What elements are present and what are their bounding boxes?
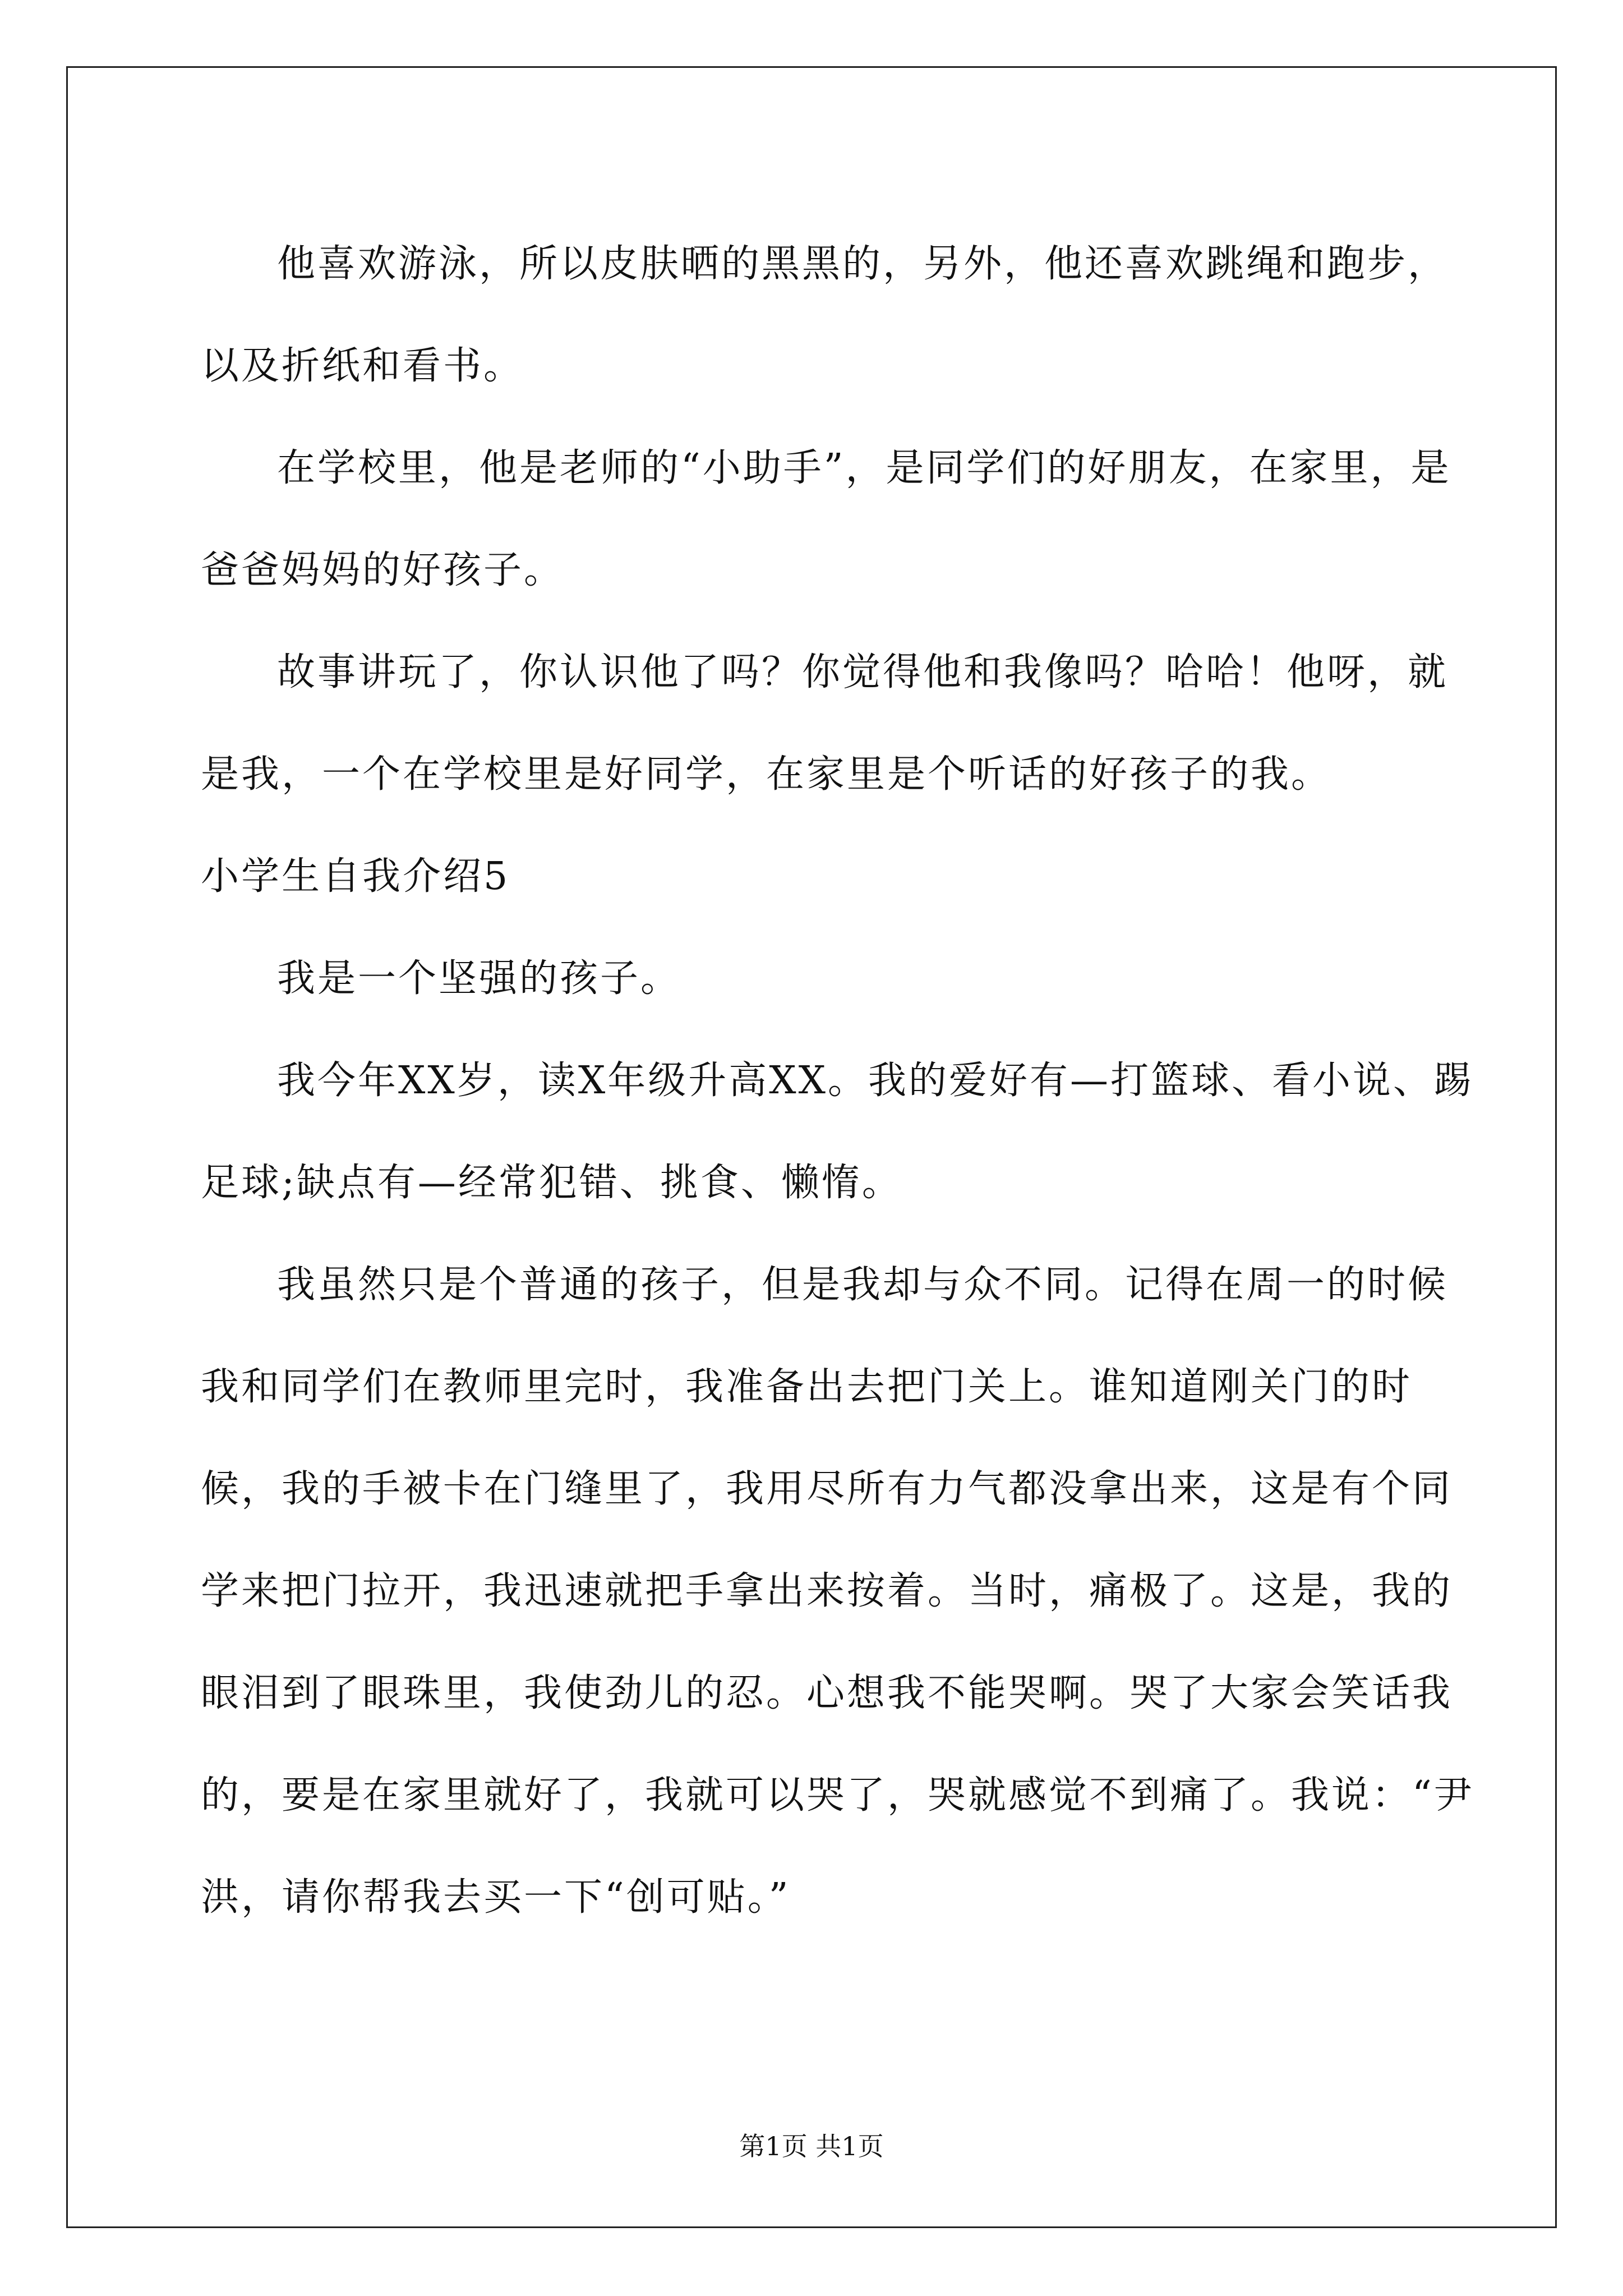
document-body bbox=[201, 213, 1485, 1949]
paragraph: 故事讲玩了，你认识他了吗？你觉得他和我像吗？哈哈！他呀，就是我，一个在学校里是好同学，在家里是个听话的好孩子的我。 bbox=[201, 650, 1449, 797]
paragraph: 我是一个坚强的孩子。 bbox=[277, 956, 681, 1001]
paragraph: 在学校里，他是老师的“小助手”，是同学们的好朋友，在家里，是爸爸妈妈的好孩子。 bbox=[201, 446, 1451, 592]
paragraph: 我今年XX岁，读X年级升高XX。我的爱好有—打篮球、看小说、踢足球;缺点有—经常犯错、挑食、懒惰。 bbox=[201, 1059, 1474, 1205]
paragraph: 他喜欢游泳，所以皮肤晒的黑黑的，另外，他还喜欢跳绳和跑步，以及折纸和看书。 bbox=[201, 242, 1449, 388]
section-heading: 小学生自我介绍5 bbox=[201, 854, 510, 899]
paragraph: 我虽然只是个普通的孩子，但是我却与众不同。记得在周一的时候我和同学们在教师里完时，我准备出去把门关上。谁知道刚关门的时候，我的手被卡在门缝里了，我用尽所有力气都没拿出来，这是有个同学来把门拉开，我迅速就把手拿出来按着。当时，痛极了。这是，我的眼泪到了眼珠里，我使劲儿的忍。心想我不能哭啊。哭了大家会笑话我的，要是在家里就好了，我就可以哭了，哭就感觉不到痛了。我说：“尹洪，请你帮我去买一下“创可贴。” bbox=[201, 1263, 1474, 1920]
page-number-footer: 第1页 共1页 bbox=[739, 2131, 884, 2161]
